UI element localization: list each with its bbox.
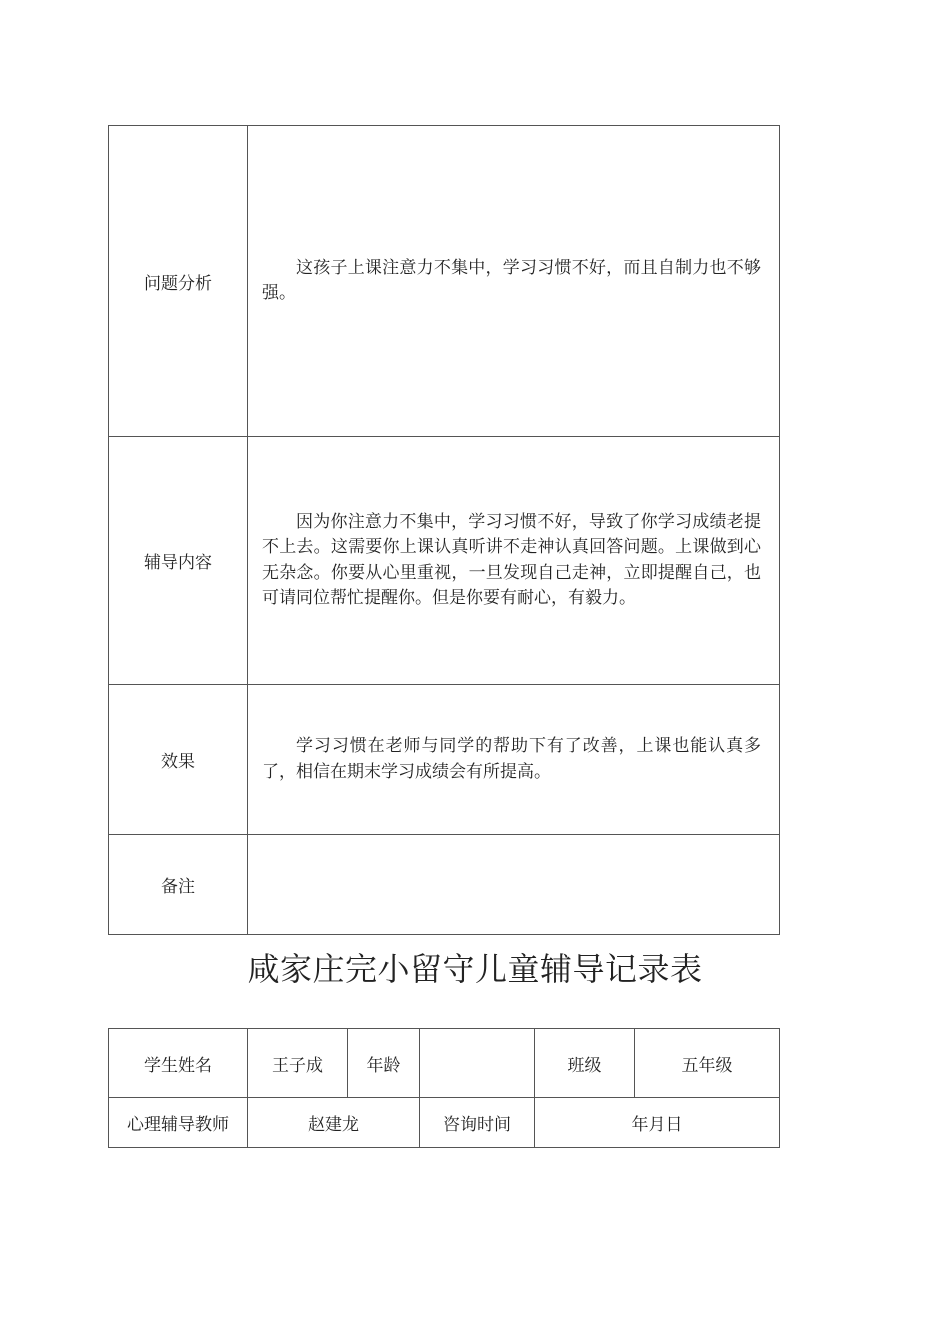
guidance-row [109,437,780,685]
teacher-value: 赵建龙 [248,1098,420,1148]
form-title: 咸家庄完小留守儿童辅导记录表 [247,950,703,988]
record-content-table [108,125,780,935]
guidance-text: 因为你注意力不集中，学习习惯不好，导致了你学习成绩老提不上去。这需要你上课认真听讲不走神认真回答问题。上课做到心无杂念。你要从心里重视，一旦发现自己走神，立即提醒自己，也可请同位帮忙提醒你。但是你要有耐心，有毅力。 [262,511,761,608]
analysis-row [109,126,780,437]
remarks-label: 备注 [109,835,248,935]
class-label: 班级 [535,1029,635,1098]
age-label: 年龄 [348,1029,420,1098]
student-name-label: 学生姓名 [109,1029,248,1098]
guidance-cell [248,437,780,685]
effect-row [109,685,780,835]
student-info-row [109,1029,780,1098]
effect-label: 效果 [109,685,248,835]
remarks-cell [248,835,780,935]
consult-time-label: 咨询时间 [420,1098,535,1148]
effect-cell [248,685,780,835]
student-info-table [108,1028,780,1148]
remarks-row [109,835,780,935]
guidance-label: 辅导内容 [109,437,248,685]
effect-text: 学习习惯在老师与同学的帮助下有了改善，上课也能认真多了，相信在期末学习成绩会有所提高。 [262,736,761,782]
analysis-text: 这孩子上课注意力不集中，学习习惯不好，而且自制力也不够强。 [262,257,761,303]
student-name-value: 王子成 [248,1029,348,1098]
analysis-label: 问题分析 [109,126,248,437]
analysis-cell [248,126,780,437]
class-value: 五年级 [635,1029,780,1098]
teacher-info-row [109,1098,780,1148]
consult-time-value: 年月日 [535,1098,780,1148]
teacher-label: 心理辅导教师 [109,1098,248,1148]
age-value [420,1029,535,1098]
